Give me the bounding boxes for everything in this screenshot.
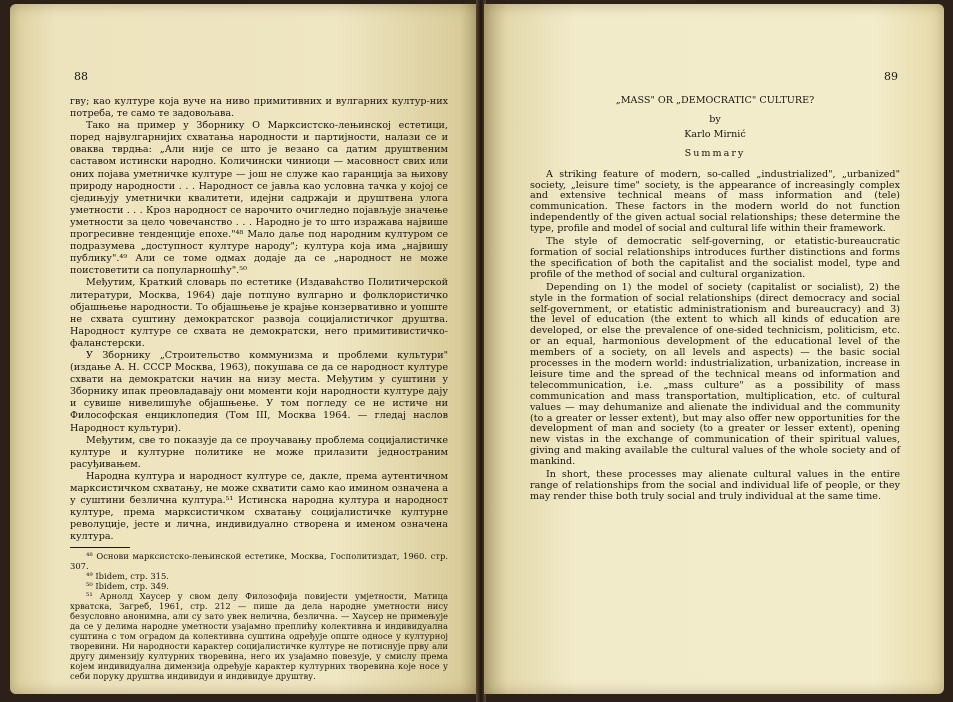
footnote-49: ⁴⁹ Ibidem, стр. 315. xyxy=(86,571,169,582)
left-paragraph-5: Међутим, све то показује да се проучавању проблема социјалистичке културе и културне политике не може прилазити једностраним расуђивањем. xyxy=(70,434,448,470)
footnote-48: ⁴⁸ Основи марксистско-лењинской естетике, Москва, Госполитиздат, 1960. стр. 307. xyxy=(70,551,448,572)
byline-by: by xyxy=(709,113,721,125)
summary-heading: Summary xyxy=(684,147,746,159)
summary-paragraph-4: In short, these processes may alienate cultural values in the entire range of relationships from the social and individual life of people, or they may render thise both truly social and truly individual at the same time. xyxy=(530,469,900,502)
left-paragraph-1: гву; као културе која вуче на ниво примитивних и вулгарних култур-них потреба, те само те задовољава. xyxy=(70,96,448,120)
left-page-body xyxy=(70,96,448,681)
left-page-number: 88 xyxy=(74,70,88,83)
footnote-rule xyxy=(70,547,130,548)
right-page-number: 89 xyxy=(884,70,898,83)
left-paragraph-3: Међутим, Краткий словарь по естетике (Издаваћство Политичерской литератури, Москва, 1964) даје потпуно вулгарно и фолклористичко објашњење народности. То објашњење је крајње конзервативно и уопште не схвата суштину демократског развоја социјалистичког друштва. Народност културе се схвата не демократски, него примитивистичко-фаланстерски. xyxy=(70,277,448,349)
summary-paragraph-3: Depending on 1) the model of society (capitalist or socialist), 2) the style in the formation of social relationships (direct democracy and social self-government, or etatistic administrationism and bureaucracy) and 3) the level of education (the extent to which all kinds of education are developed, or else the prevalence of one-sided technicism, politicism, etc. or an equal, harmonious development of the educational level of the members of a society, on all levels and aspects) — the basic social processes in the modern world: industrialization, urbanization, increase in leisure time and the spread of the technical means od information and telecommunication, i.e. „mass culture" as a possibility of mass communication and mass transportation, multiplication, etc. of cultural values — may dehumanize and alienate the individual and the community (to a greater or lesser extent), but may also offer new opportunities for the development of man and society (to a greater or lesser extent), opening new vistas in the exchange of communication of their spiritual values, giving and making available the cultural values of the whole society and of mankind. xyxy=(530,281,900,468)
left-paragraph-6: Народна култура и народност културе се, дакле, према аутентичном марксистичком схватању, не може схватити само као имином означена а у суштини безлична култура.⁵¹ Истинска народна култура и народност културе, према марксистичком схватању социјалистичке културне револуције, јесте и лична, индивидуално створена и именом означена култура. xyxy=(70,470,448,543)
left-paragraph-4: У Зборнику „Строительство коммунизма и проблеми культури" (издање А. Н. СССР Москва, 1963), покушава се да се народност културе схвати на демократски начин на низу места. Међутим у суштини у Зборнику ипак преовладавају они моменти који народности културе дају и сувише нивелишуће објашњење. У том погледу се не истиче ни Философская енциклопедия (Том III, Москва 1964. — гледај наслов Народност культури). xyxy=(70,349,448,434)
right-page-body xyxy=(530,96,900,505)
article-title: „MASS" OR „DEMOCRATIC" CULTURE? xyxy=(615,95,815,106)
footnote-50: ⁵⁰ Ibidem, стр. 349. xyxy=(86,581,169,592)
summary-paragraph-2: The style of democratic self-governing, or etatistic-bureaucratic formation of social relationships introduces further distinctions and forms the specification of both the capitalist and the socialist model, type and profile of the method of social and cultural organization. xyxy=(530,236,900,280)
article-author: Karlo Mirnić xyxy=(684,128,746,140)
left-paragraph-2: Тако на пример у Зборнику О Марксистско-лењинској естетици, поред највулгарнијих схватања народности и партијности, налази се и оваква тврдња: „Али није се што је везано са датим друштвеним саставом истински народно. Количински чиниоци — масовност свих или оних појава уметничке културе — још не служе као гаранција за њихову природу народности . . . Народност се јавља као условна тачка у којој се сједињују уметнички квалитети, идејни садржаји и друштвена улога уметности . . . Кроз народност се нарочито очигледно појављује значење уметности за цело човечанство . . . Народно је то што изражава највише прогресивне тенденције епохе."⁴⁸ Мало даље под народним културом се подразумева „доступност културе народу"; култура која има „највишу публику".⁴⁹ Али се томе одмах додаје да се „народност не може поистоветити са популарношћу".⁵⁰ xyxy=(70,120,448,277)
right-page xyxy=(484,4,944,694)
footnote-51: ⁵¹ Арнолд Хаусер у свом делу Филозофија повијести умјетности, Матица хрватска, Загреб, 1961, стр. 212 — пише да дела народне уметности нису безусловно анонимна, али су зато увек нелична, безлична. — Хаусер не примењује да се у делима народне уметности узајамно преплићу колективна и индивидуална суштина с том оградом да колективна суштина одређује опште односе у културној творевини. Ни народности карактер социјалистичке културе не потиснује прву али другу димензију културних творевина, него их узајамно повезује, у смислу према којем индивидуална димензија одређује карактер културних творевина које носе у себи поруку друштва индивидуи и индивидуе друштву. xyxy=(70,591,448,682)
left-page xyxy=(10,4,478,694)
summary-paragraph-1: A striking feature of modern, so-called „industrialized", „urbanized" society, „leisure time" society, is the appearance of increasingly complex and extensive technical means of mass information and (tele) communication. These factors in the modern world do not function independently of the given actual social relationships; these determine the type, profile and model of social and cultural life within their framework. xyxy=(530,168,900,235)
